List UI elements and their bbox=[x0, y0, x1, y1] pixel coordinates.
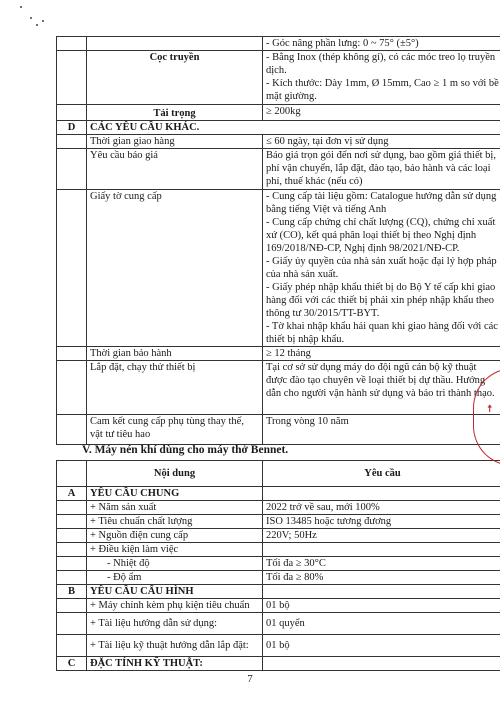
row-code-cell bbox=[57, 135, 87, 149]
header-code-cell bbox=[57, 461, 87, 487]
table-row bbox=[57, 190, 500, 347]
speck-mark bbox=[42, 20, 44, 22]
row-code-cell bbox=[57, 599, 87, 613]
section-title: YÊU CẦU CHUNG bbox=[87, 487, 263, 501]
row-label-cell: Thời gian giao hàng bbox=[87, 135, 263, 149]
section-v-heading: V. Máy nén khí dùng cho máy thở Bennet. bbox=[82, 444, 289, 456]
speck-mark bbox=[30, 17, 32, 19]
row-label-cell: Cọc truyền bbox=[87, 51, 263, 105]
row-label-cell: Yêu cầu báo giá bbox=[87, 149, 263, 190]
section-header-row bbox=[57, 121, 500, 135]
table-header-row bbox=[57, 461, 500, 487]
table-row bbox=[57, 515, 500, 529]
section-header-row bbox=[57, 487, 500, 501]
row-code-cell bbox=[57, 635, 87, 657]
row-content-cell: 01 quyển bbox=[263, 613, 500, 635]
row-content-cell bbox=[263, 657, 500, 671]
header-requirement-label: Yêu cầu bbox=[263, 461, 500, 487]
section-code: D bbox=[57, 121, 87, 135]
section-code: A bbox=[57, 487, 87, 501]
row-label-cell bbox=[87, 37, 263, 51]
row-code-cell bbox=[57, 37, 87, 51]
row-content-cell: - Bằng Inox (thép không gỉ), có các móc treo lọ truyền dịch. - Kích thước: Dày 1mm, Ø 15mm, Cao ≥ 1 m so với bề mặt giường. bbox=[263, 51, 500, 105]
table-row bbox=[57, 543, 500, 557]
table-row bbox=[57, 51, 500, 105]
table-row bbox=[57, 613, 500, 635]
row-label-cell: + Tiêu chuẩn chất lượng bbox=[87, 515, 263, 529]
row-code-cell bbox=[57, 543, 87, 557]
row-label-cell: + Tài liệu hướng dẫn sử dụng: bbox=[87, 613, 263, 635]
table-row bbox=[57, 571, 500, 585]
table-row bbox=[57, 635, 500, 657]
table-row bbox=[57, 105, 500, 121]
row-content-cell: ≤ 60 ngày, tại đơn vị sử dụng bbox=[263, 135, 500, 149]
table-row bbox=[57, 599, 500, 613]
section-header-row bbox=[57, 657, 500, 671]
row-label-cell: - Nhiệt độ bbox=[87, 557, 263, 571]
row-code-cell bbox=[57, 501, 87, 515]
spec-table-continued bbox=[56, 36, 500, 445]
row-content-cell: Tại cơ sở sử dụng máy do đội ngũ cán bộ kỹ thuật được đào tạo chuyên về loại thiết bị dự thầu. Hướng dẫn cho người vận hành sử dụng và bảo trì thành thạo. bbox=[263, 361, 500, 415]
section-code: B bbox=[57, 585, 87, 599]
section-code: C bbox=[57, 657, 87, 671]
row-content-cell: ≥ 200kg bbox=[263, 105, 500, 121]
row-content-cell: ≥ 12 tháng bbox=[263, 347, 500, 361]
row-label-cell: + Nguồn điện cung cấp bbox=[87, 529, 263, 543]
table-row bbox=[57, 529, 500, 543]
row-content-cell: - Cung cấp tài liệu gồm: Catalogue hướng dẫn sử dụng bằng tiếng Việt và tiếng Anh - Cung cấp chứng chỉ chất lượng (CQ), chứng chỉ xuất xứ (CO), kết quả phân loại thiết bị theo Nghị định 169/2018/NĐ-CP, Nghị định 98/2021/NĐ-CP. - Giấy ủy quyền của nhà sản xuất hoặc đại lý hợp pháp của nhà sản xuất. - Giấy phép nhập khẩu thiết bị do Bộ Y tế cấp khi giao hàng đối với các thiết bị phải xin phép nhập khẩu theo thông tư 30/2015/TT-BYT. - Tờ khai nhập khẩu hải quan khi giao hàng đối với các thiết bị nhập khẩu. bbox=[263, 190, 500, 347]
row-content-cell: 01 bộ bbox=[263, 635, 500, 657]
row-label-cell: + Tài liệu kỹ thuật hướng dẫn lắp đặt: bbox=[87, 635, 263, 657]
row-code-cell bbox=[57, 105, 87, 121]
speck-mark bbox=[20, 6, 22, 8]
table-row bbox=[57, 135, 500, 149]
row-content-cell: ISO 13485 hoặc tương đương bbox=[263, 515, 500, 529]
row-label-cell: Lắp đặt, chạy thử thiết bị bbox=[87, 361, 263, 415]
row-code-cell bbox=[57, 361, 87, 415]
row-label-cell: Tải trọng bbox=[87, 105, 263, 121]
row-content-cell: Trong vòng 10 năm bbox=[263, 415, 500, 445]
row-label-cell: + Năm sản xuất bbox=[87, 501, 263, 515]
row-content-cell: Tối đa ≥ 80% bbox=[263, 571, 500, 585]
section-title: CÁC YÊU CẦU KHÁC. bbox=[87, 121, 500, 135]
row-label-cell: + Máy chính kèm phụ kiện tiêu chuẩn bbox=[87, 599, 263, 613]
row-code-cell bbox=[57, 557, 87, 571]
row-code-cell bbox=[57, 51, 87, 105]
section-title: ĐẶC TÍNH KỸ THUẬT: bbox=[87, 657, 263, 671]
row-content-cell: 220V; 50Hz bbox=[263, 529, 500, 543]
table-row bbox=[57, 361, 500, 415]
row-code-cell bbox=[57, 347, 87, 361]
row-content-cell bbox=[263, 543, 500, 557]
row-code-cell bbox=[57, 515, 87, 529]
row-label-cell: Giấy tờ cung cấp bbox=[87, 190, 263, 347]
row-code-cell bbox=[57, 571, 87, 585]
table-row bbox=[57, 557, 500, 571]
section-title: YÊU CẦU CẤU HÌNH bbox=[87, 585, 263, 599]
row-content-cell: 01 bộ bbox=[263, 599, 500, 613]
row-code-cell bbox=[57, 190, 87, 347]
row-content-cell: Tối đa ≥ 30°C bbox=[263, 557, 500, 571]
row-label-cell: - Độ ẩm bbox=[87, 571, 263, 585]
row-code-cell bbox=[57, 529, 87, 543]
red-seal-mark: ↟ bbox=[485, 404, 494, 415]
table-row bbox=[57, 501, 500, 515]
table-row bbox=[57, 415, 500, 445]
row-label-cell: + Điều kiện làm việc bbox=[87, 543, 263, 557]
row-label-cell: Thời gian bảo hành bbox=[87, 347, 263, 361]
row-content-cell bbox=[263, 585, 500, 599]
table-row bbox=[57, 347, 500, 361]
table-row bbox=[57, 37, 500, 51]
compressor-spec-table bbox=[56, 460, 500, 671]
row-content-cell: Báo giá trọn gói đến nơi sử dụng, bao gồm giá thiết bị, phí vận chuyển, lắp đặt, đào tạo, bảo hành và các loại phí, thuế khác (nếu có) bbox=[263, 149, 500, 190]
section-header-row bbox=[57, 585, 500, 599]
table-row bbox=[57, 149, 500, 190]
speck-mark bbox=[36, 24, 38, 26]
row-content-cell bbox=[263, 487, 500, 501]
row-content-cell: - Góc nâng phần lưng: 0 ~ 75° (±5°) bbox=[263, 37, 500, 51]
header-content-label: Nội dung bbox=[87, 461, 263, 487]
row-content-cell: 2022 trở về sau, mới 100% bbox=[263, 501, 500, 515]
page-number: 7 bbox=[247, 673, 253, 685]
row-code-cell bbox=[57, 149, 87, 190]
row-code-cell bbox=[57, 613, 87, 635]
row-label-cell: Cam kết cung cấp phụ tùng thay thế, vật tư tiêu hao bbox=[87, 415, 263, 445]
row-code-cell bbox=[57, 415, 87, 445]
